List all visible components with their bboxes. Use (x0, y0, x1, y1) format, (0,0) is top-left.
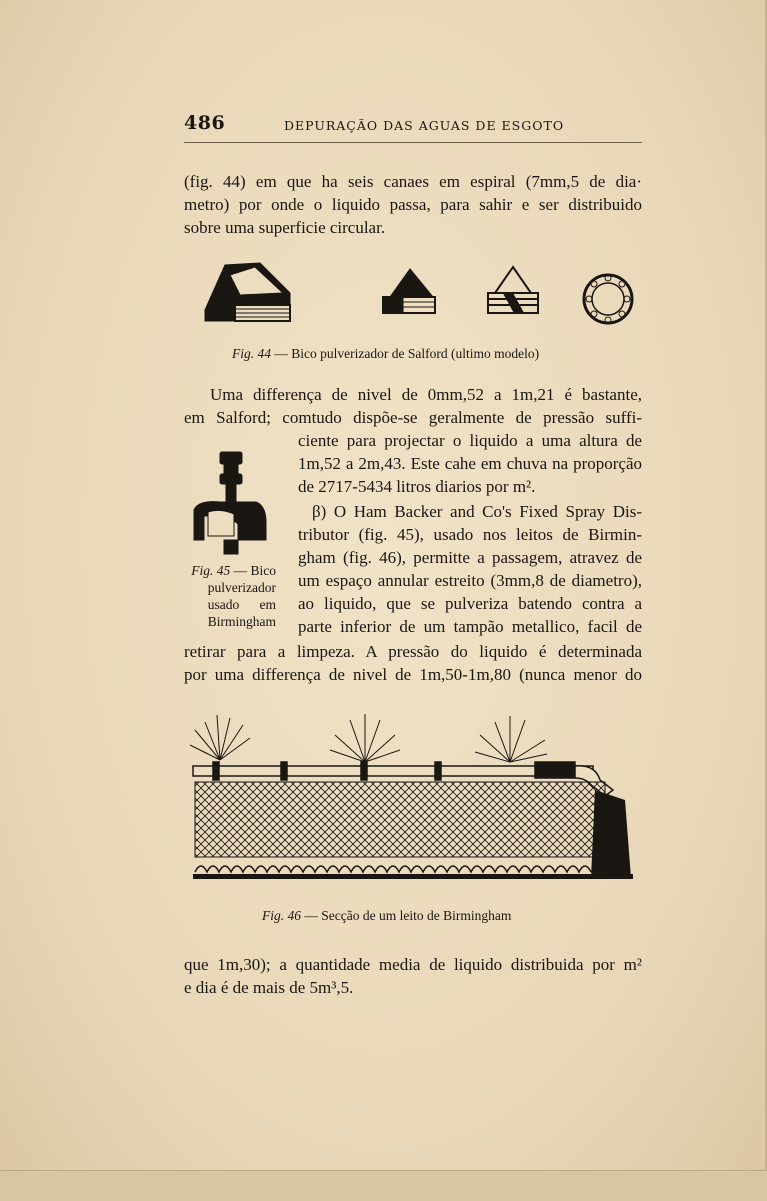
figure-44-illustration (195, 255, 655, 335)
figure-45-illustration (190, 450, 270, 560)
figure-46-caption (262, 908, 511, 924)
paragraph-2 (184, 383, 642, 429)
text-line: tributor (fig. 45), usado nos leitos de Birmin- (298, 525, 642, 544)
text-line: em Salford; comtudo dispõe-se geralmente de pressão suffi- (184, 408, 642, 427)
figure-number: Fig. 45 (191, 563, 231, 578)
text-line: retirar para a limpeza. A pressão do liquido é determinada (184, 642, 642, 661)
text-line: (fig. 44) em que ha seis canaes em espiral (7mm,5 de dia· (184, 172, 642, 191)
spray-plumes (190, 714, 547, 762)
figure-45-caption (184, 562, 276, 630)
paragraph-3 (184, 640, 642, 686)
nozzle-drawing-2 (383, 269, 435, 313)
text-line: 1m,52 a 2m,43. Este cahe em chuva na proporção (298, 454, 642, 473)
nozzle-drawing-3 (488, 267, 538, 313)
floor (193, 874, 633, 879)
running-title: DEPURAÇÃO DAS AGUAS DE ESGOTO (284, 118, 565, 133)
paragraph-4 (184, 953, 642, 999)
filter-bed (195, 782, 605, 857)
caption-line: pulverizador (207, 580, 276, 595)
figure-number: Fig. 44 (232, 346, 271, 361)
caption-line: Birmingham (207, 614, 276, 629)
page-edge (0, 1170, 767, 1201)
page-number: 486 (184, 112, 226, 134)
paragraph-1 (184, 170, 642, 239)
text-line: metro) por onde o liquido passa, para sahir e ser distribuido (184, 195, 642, 214)
caption-text: — Secção de um leito de Birmingham (304, 908, 512, 923)
text-line: ao liquido, que se pulveriza batendo contra a (298, 594, 642, 613)
figure-46-illustration (185, 700, 635, 885)
text-line: e dia é de mais de 5m³,5. (184, 978, 354, 997)
nozzle-drawing-1 (205, 263, 290, 321)
text-line: um espaço annular estreito (3mm,8 de diametro), (298, 571, 642, 590)
text-line: parte inferior de um tampão metallico, facil de (298, 617, 642, 636)
drain-tiles (195, 866, 591, 872)
caption-line (184, 562, 276, 579)
bed-wall (591, 790, 631, 878)
text-line: de 2717-5434 litros diarios por m². (298, 477, 536, 496)
text-line: que 1m,30); a quantidade media de liquido distribuida por m² (184, 955, 642, 974)
text-line: gham (fig. 46), permitte a passagem, atravez de (298, 548, 642, 567)
text-line: Uma differença de nivel de 0mm,52 a 1m,21 é bastante, (210, 385, 642, 404)
paragraph-3-wrapped (298, 500, 642, 638)
text-line: sobre uma superficie circular. (184, 218, 386, 237)
text-line: por uma differença de nivel de 1m,50-1m,80 (nunca menor do (184, 665, 642, 684)
paragraph-2-wrapped (298, 429, 642, 498)
text-line: β) O Ham Backer and Co's Fixed Spray Dis- (312, 502, 642, 521)
caption-line: usado em (207, 597, 276, 612)
caption-text: — Bico (233, 563, 276, 578)
caption-text: — Bico pulverizador de Salford (ultimo modelo) (274, 346, 540, 361)
figure-44-caption (232, 346, 539, 362)
nozzle-drawing-4 (584, 275, 632, 323)
text-line: ciente para projectar o liquido a uma altura de (298, 431, 642, 450)
figure-number: Fig. 46 (262, 908, 301, 923)
page-header (184, 112, 642, 143)
